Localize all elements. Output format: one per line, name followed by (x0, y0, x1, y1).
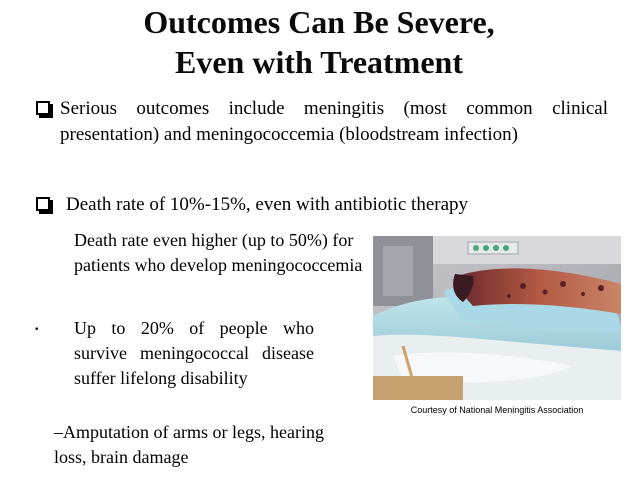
patient-photo (373, 236, 621, 400)
checkbox-bullet-icon (36, 101, 50, 115)
sub-bullet-disability: Up to 20% of people who survive meningococcal disease suffer lifelong disability (74, 318, 314, 388)
sub-bullet-amputation: –Amputation of arms or legs, hearing loss, brain damage (54, 422, 324, 467)
sub-bullet-marker: . (34, 310, 40, 335)
title-line-2: Even with Treatment (175, 44, 463, 80)
checkbox-bullet-icon (36, 197, 50, 211)
title-line-1: Outcomes Can Be Severe, (143, 4, 495, 40)
slide-title (0, 2, 638, 82)
bullet-death-rate: Death rate of 10%-15%, even with antibiotic therapy (66, 194, 469, 215)
photo-credit: Courtesy of National Meningitis Association (410, 405, 584, 415)
bullet-serious-outcomes: Serious outcomes include meningitis (most common clinical presentation) and meningococcemia (bloodstream infection) (60, 98, 608, 145)
sub-bullet-meningococcemia: Death rate even higher (up to 50%) for patients who develop meningococcemia (74, 230, 363, 275)
